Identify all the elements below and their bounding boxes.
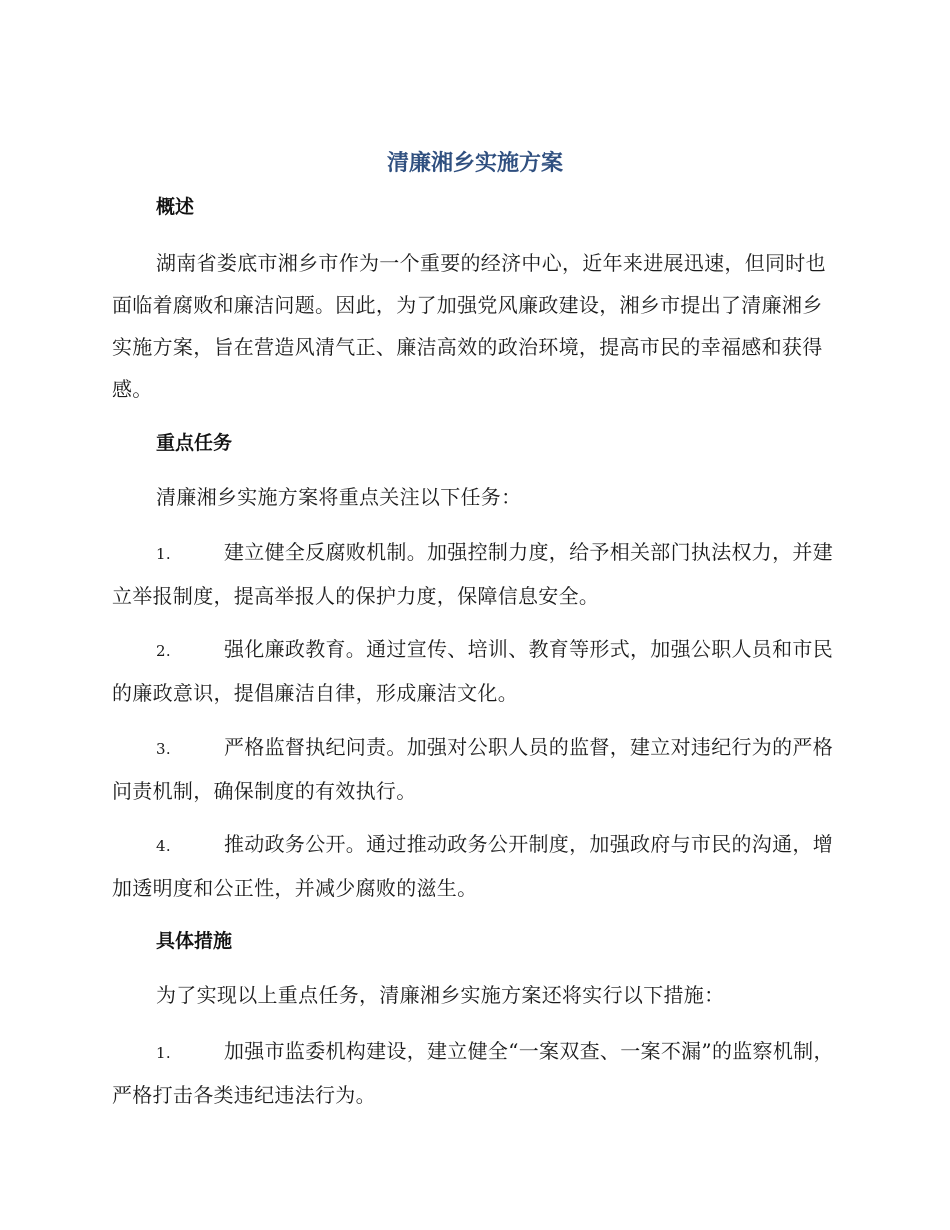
key-tasks-intro: 清廉湘乡实施方案将重点关注以下任务：	[156, 485, 522, 509]
list-number: 1.	[156, 1044, 171, 1062]
measure-item	[112, 1030, 834, 1116]
key-task-item	[112, 531, 834, 617]
list-item-text: 严格监督执纪问责。加强对公职人员的监督，建立对违纪行为的严格问责机制，确保制度的有效执行。	[112, 735, 833, 803]
document-title: 清廉湘乡实施方案	[386, 151, 563, 176]
key-task-item	[112, 823, 834, 909]
list-item-text: 加强市监委机构建设，建立健全“一案双查、一案不漏”的监察机制，严格打击各类违纪违法行为。	[112, 1039, 834, 1107]
list-item-text: 推动政务公开。通过推动政务公开制度，加强政府与市民的沟通，增加透明度和公正性，并减少腐败的滋生。	[112, 832, 833, 900]
list-number: 1.	[156, 545, 171, 563]
section-heading-overview: 概述	[156, 196, 195, 218]
key-task-item	[112, 628, 834, 714]
list-item-text: 强化廉政教育。通过宣传、培训、教育等形式，加强公职人员和市民的廉政意识，提倡廉洁自律，形成廉洁文化。	[112, 637, 833, 705]
section-heading-key-tasks: 重点任务	[156, 432, 233, 454]
measures-intro: 为了实现以上重点任务，清廉湘乡实施方案还将实行以下措施：	[156, 983, 725, 1007]
section-heading-measures: 具体措施	[156, 930, 233, 952]
list-item-text: 建立健全反腐败机制。加强控制力度，给予相关部门执法权力，并建立举报制度，提高举报人的保护力度，保障信息安全。	[112, 540, 833, 608]
overview-paragraph: 湖南省娄底市湘乡市作为一个重要的经济中心，近年来进展迅速，但同时也面临着腐败和廉洁问题。因此，为了加强党风廉政建设，湘乡市提出了清廉湘乡实施方案，旨在营造风清气正、廉洁高效的政治环境，提高市民的幸福感和获得感。	[112, 251, 826, 401]
list-number: 3.	[156, 740, 171, 758]
list-number: 2.	[156, 642, 171, 660]
list-number: 4.	[156, 837, 171, 855]
key-task-item	[112, 726, 834, 812]
